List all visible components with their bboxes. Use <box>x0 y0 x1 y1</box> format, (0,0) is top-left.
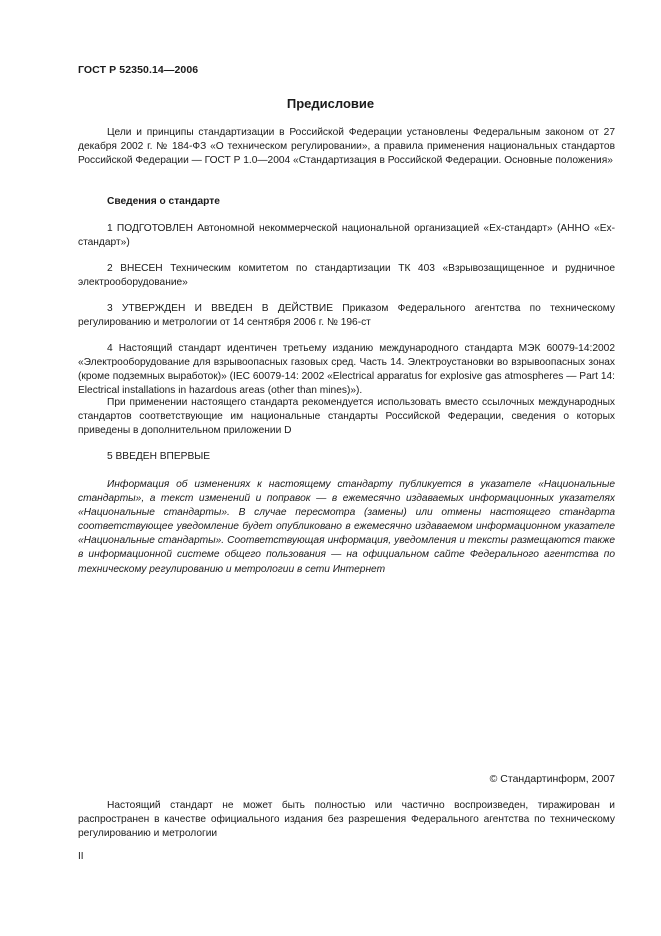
item-1 <box>78 222 615 250</box>
item-5 <box>78 450 615 464</box>
legal-notice <box>78 799 615 841</box>
item-4-text: 4 Настоящий стандарт идентичен третьему изданию международного стандарта МЭК 60079-14:2002 «Электрооборудование для взрывоопасных газовых сред. Часть 14. Электроустановки во взрывоопасных зонах (кроме подземных выработок)» (IEC 60079-14: 2002 «Electrical apparatus for explosive gas atmospheres — Part 14: Electrical installations in hazardous areas (other than mines)»). <box>78 343 615 397</box>
item-1-text: 1 ПОДГОТОВЛЕН Автономной некоммерческой национальной организацией «Ех-стандарт» (АННО «Ех-стандарт») <box>78 223 615 249</box>
item-2 <box>78 262 615 290</box>
info-notice <box>78 478 615 577</box>
page-title: Предисловие <box>286 96 375 111</box>
item-4 <box>78 342 615 398</box>
item-3-text: 3 УТВЕРЖДЕН И ВВЕДЕН В ДЕЙСТВИЕ Приказом Федерального агентства по техническому регулированию и метрологии от 14 сентября 2006 г. № 196-ст <box>78 303 615 329</box>
copyright: © Стандартинформ, 2007 <box>489 773 615 785</box>
document-code: ГОСТ Р 52350.14—2006 <box>78 64 199 76</box>
item-4-note <box>78 396 615 438</box>
page-number: II <box>78 851 84 862</box>
item-4-note-text: При применении настоящего стандарта рекомендуется использовать вместо ссылочных международных стандартов соответствующие им национальные стандарты Российской Федерации, сведения о которых приведены в дополнительном приложении D <box>78 397 615 437</box>
legal-notice-text: Настоящий стандарт не может быть полностью или частично воспроизведен, тиражирован и распространен в качестве официального издания без разрешения Федерального агентства по техническому регулированию и метрологии <box>78 800 615 840</box>
item-5-text: 5 ВВЕДЕН ВПЕРВЫЕ <box>107 451 211 462</box>
section-subheading: Сведения о стандарте <box>107 196 220 207</box>
item-3 <box>78 302 615 330</box>
intro-text: Цели и принципы стандартизации в Российской Федерации установлены Федеральным законом от 27 декабря 2002 г. № 184-ФЗ «О техническом регулировании», а правила применения национальных стандартов Российской Федерации — ГОСТ Р 1.0—2004 «Стандартизация в Российской Федерации. Основные положения» <box>78 127 615 167</box>
intro-paragraph <box>78 126 615 168</box>
item-2-text: 2 ВНЕСЕН Техническим комитетом по стандартизации ТК 403 «Взрывозащищенное и рудничное электрооборудование» <box>78 263 615 289</box>
info-notice-text: Информация об изменениях к настоящему стандарту публикуется в указателе «Национальные стандарты», а текст изменений и поправок — в ежемесячно издаваемых информационных указателях «Национальные стандарты». В случае пересмотра (замены) или отмены настоящего стандарта соответствующее уведомление будет опубликовано в ежемесячно издаваемом информационном указателе «Национальные стандарты». Соответствующая информация, уведомления и тексты размещаются также в информационной системе общего пользования — на официальном сайте Федерального агентства по техническому регулированию и метрологии в сети Интернет <box>78 479 615 575</box>
